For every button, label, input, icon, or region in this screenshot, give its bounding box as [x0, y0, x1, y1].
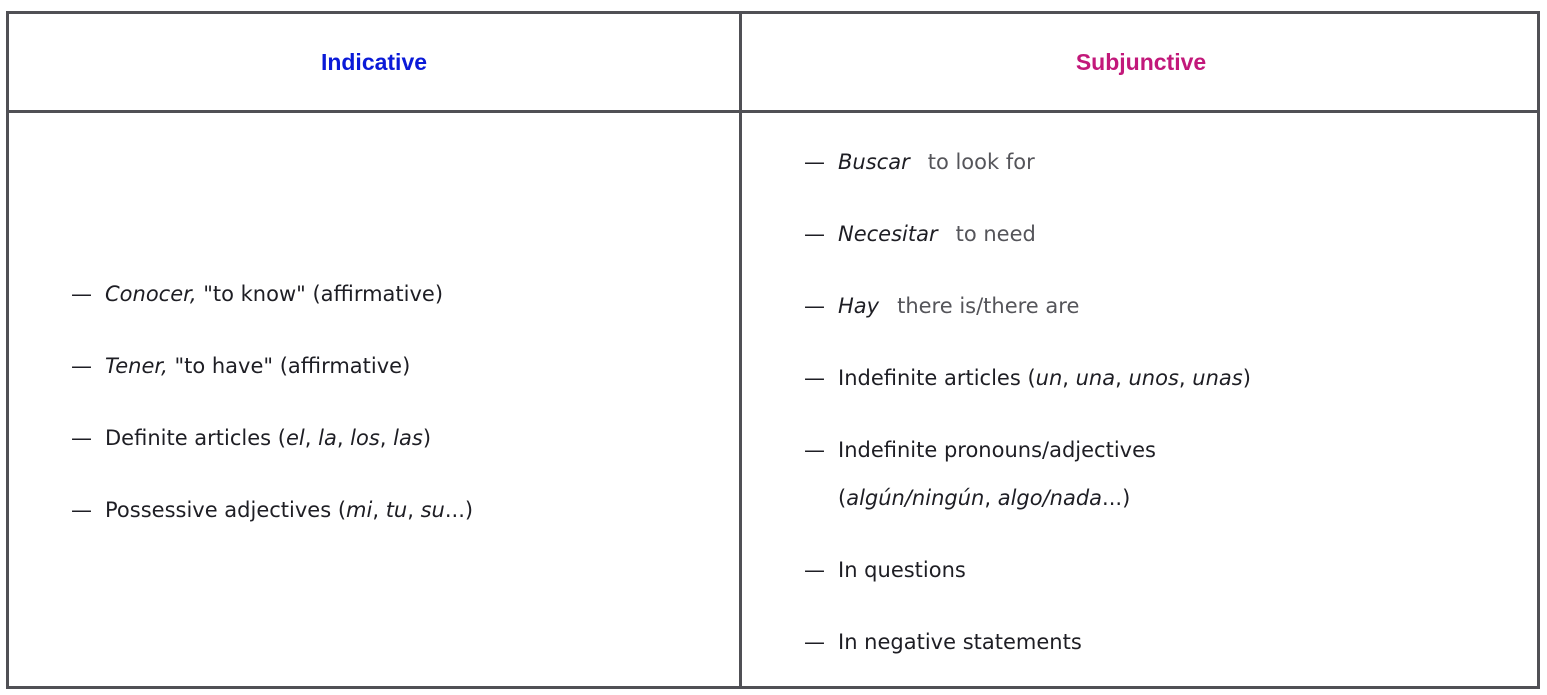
item-term: Necesitar	[838, 222, 938, 246]
example-word: la	[318, 426, 337, 450]
item-text: (	[838, 486, 847, 510]
separator: ,	[407, 498, 421, 522]
dash-bullet: —	[71, 426, 92, 450]
header-indicative-label: Indicative	[320, 48, 428, 75]
item-gloss: there is/there are	[897, 294, 1080, 318]
item-text: In negative statements	[838, 630, 1082, 654]
list-item	[804, 210, 1251, 258]
dash-bullet: —	[804, 558, 825, 582]
header-divider	[9, 110, 1537, 113]
example-word: unas	[1192, 366, 1243, 390]
dash-bullet: —	[804, 150, 825, 174]
item-text: Indefinite pronouns/adjectives	[838, 438, 1156, 462]
item-text: ...)	[444, 498, 474, 522]
item-text: Definite articles (	[105, 426, 286, 450]
list-item	[804, 282, 1251, 330]
dash-bullet: —	[804, 630, 825, 654]
example-word: unos	[1128, 366, 1179, 390]
item-text: Possessive adjectives (	[105, 498, 347, 522]
item-text: In questions	[838, 558, 966, 582]
example-word: mi	[346, 498, 373, 522]
indicative-list	[71, 270, 473, 558]
list-item	[71, 342, 473, 390]
item-term: Hay	[838, 294, 880, 318]
list-item	[804, 138, 1251, 186]
item-text: )	[422, 426, 432, 450]
separator: ,	[1178, 366, 1193, 390]
dash-bullet: —	[71, 498, 92, 522]
dash-bullet: —	[804, 294, 825, 318]
header-subjunctive	[742, 14, 1540, 110]
item-text: "to know" (affirmative)	[196, 282, 444, 306]
comparison-table	[6, 11, 1540, 689]
header-subjunctive-label: Subjunctive	[1075, 48, 1207, 75]
example-word: una	[1075, 366, 1116, 390]
example-word: el	[285, 426, 305, 450]
example-word: algo/nada	[997, 486, 1103, 510]
list-item	[804, 546, 1251, 594]
item-term: Tener,	[105, 354, 168, 378]
header-indicative	[9, 14, 739, 110]
list-item	[804, 426, 1251, 522]
dash-bullet: —	[804, 366, 825, 390]
list-item	[71, 486, 473, 534]
item-text: )	[1242, 366, 1251, 390]
list-item	[71, 270, 473, 318]
example-word: tu	[385, 498, 408, 522]
list-item	[804, 354, 1251, 402]
column-divider	[739, 14, 742, 686]
subjunctive-list	[804, 138, 1251, 690]
item-text: ...)	[1102, 486, 1131, 510]
separator: ,	[1115, 366, 1129, 390]
separator: ,	[304, 426, 319, 450]
list-item	[804, 618, 1251, 666]
separator: ,	[379, 426, 394, 450]
item-gloss: to need	[955, 222, 1036, 246]
separator: ,	[1062, 366, 1076, 390]
example-word: su	[420, 498, 445, 522]
dash-bullet: —	[804, 222, 825, 246]
item-term: Conocer,	[105, 282, 197, 306]
example-word: algún/ningún	[846, 486, 985, 510]
item-text: Indefinite articles (	[838, 366, 1036, 390]
dash-bullet: —	[71, 282, 92, 306]
separator: ,	[372, 498, 386, 522]
example-word: un	[1035, 366, 1063, 390]
item-term: Buscar	[838, 150, 910, 174]
item-text: "to have" (affirmative)	[167, 354, 411, 378]
example-word: las	[393, 426, 423, 450]
item-gloss: to look for	[927, 150, 1035, 174]
example-word: los	[350, 426, 380, 450]
separator: ,	[336, 426, 351, 450]
list-item	[71, 414, 473, 462]
dash-bullet: —	[804, 438, 825, 462]
separator: ,	[984, 486, 998, 510]
dash-bullet: —	[71, 354, 92, 378]
